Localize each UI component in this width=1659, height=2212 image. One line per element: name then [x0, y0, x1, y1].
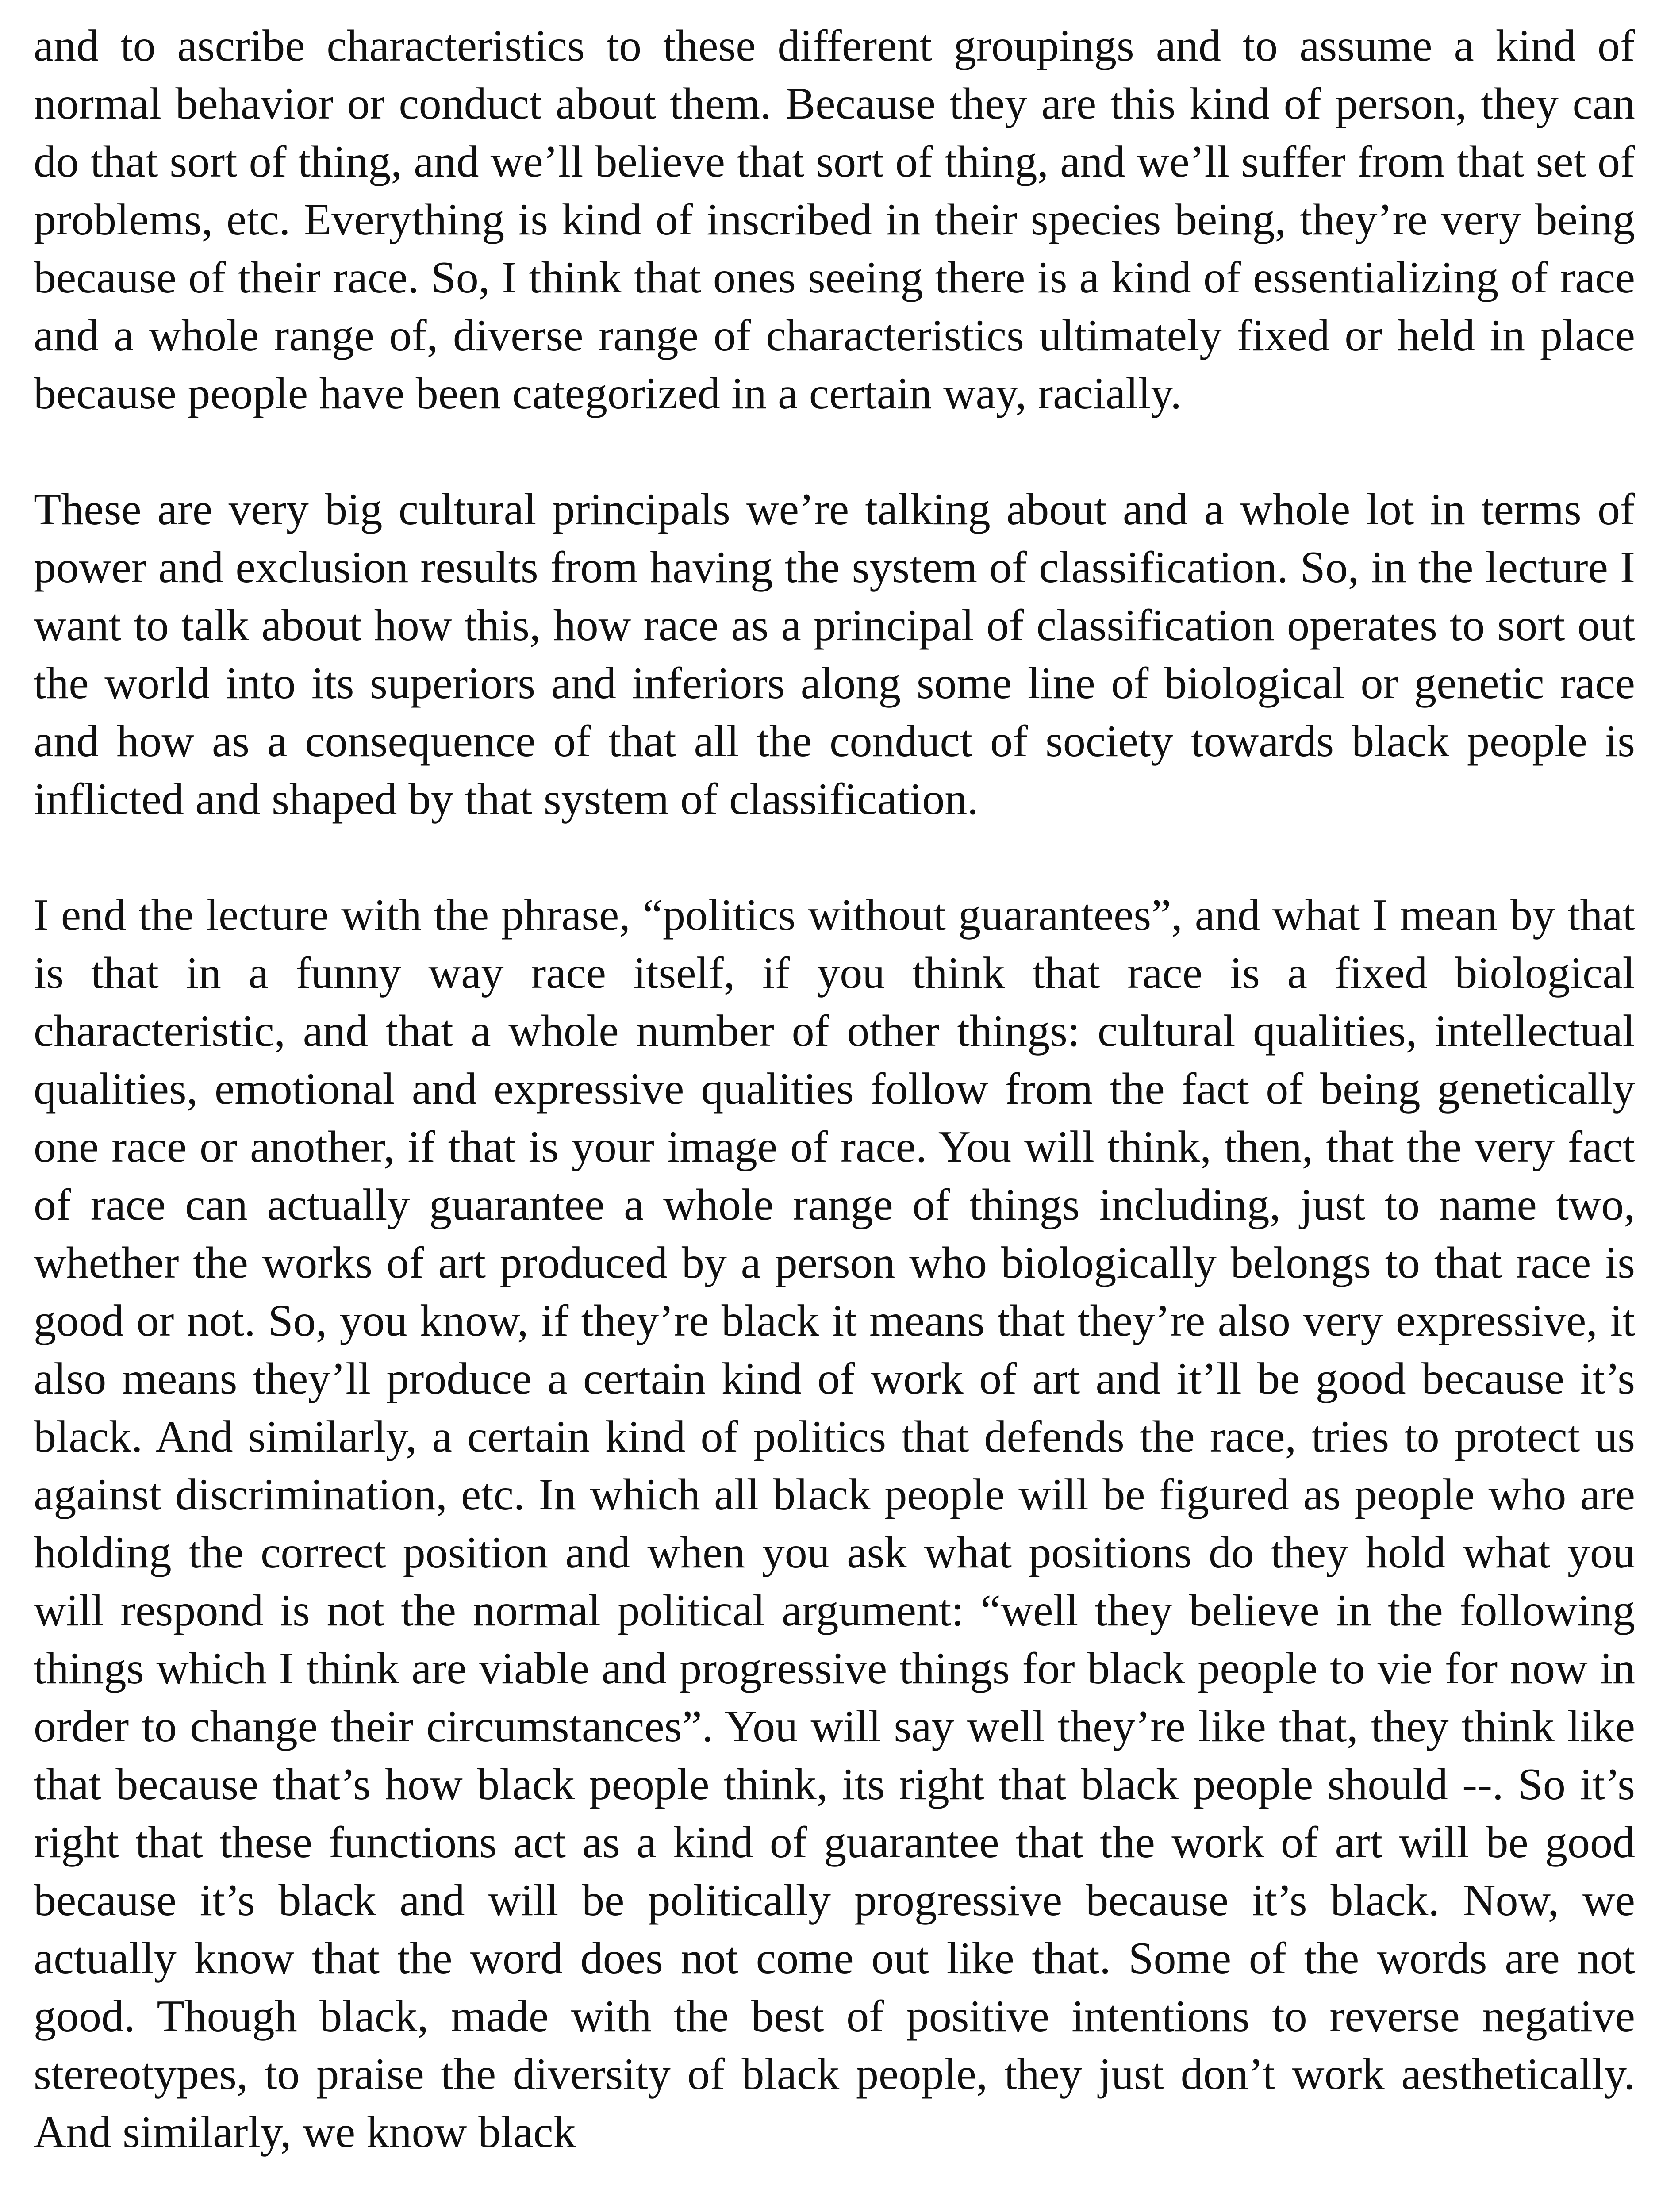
paragraph-3: I end the lecture with the phrase, “politics without guarantees”, and what I mean by that is that in a funny way race itself, if you think that race is a fixed biological characteristic, and that a whole number of other things: cultural qualities, intellectual qualities, emotional and expressive qualities follow from the fact of being genetically one race or another, if that is your image of race. You will think, then, that the very fact of race can actually guarantee a whole range of things including, just to name two, whether the works of art produced by a person who biologically belongs to that race is good or not. So, you know, if they’re black it means that they’re also very expressive, it also means they’ll produce a certain kind of work of art and it’ll be good because it’s black. And similarly, a certain kind of politics that defends the race, tries to protect us against discrimination, etc. In which all black people will be figured as people who are holding the correct position and when you ask what positions do they hold what you will respond is not the normal political argument: “well they believe in the following things which I think are viable and progressive things for black people to vie for now in order to change their circumstances”. You will say well they’re like that, they think like that because that’s how black people think, its right that black people should --. So it’s right that these functions act as a kind of guarantee that the work of art will be good because it’s black and will be politically progressive because it’s black. Now, we actually know that the word does not come out like that. Some of the words are not good. Though black, made with the best of positive intentions to reverse negative stereotypes, to praise the diversity of black people, they just don’t work aesthetically. And similarly, we know black [34, 890, 1635, 2157]
paragraph-2: These are very big cultural principals we’re talking about and a whole lot in terms of power and exclusion results from having the system of classification. So, in the lecture I want to talk about how this, how race as a principal of classification operates to sort out the world into its superiors and inferiors along some line of biological or genetic race and how as a consequence of that all the conduct of society towards black people is inflicted and shaped by that system of classification. [34, 484, 1635, 824]
paragraph-1: and to ascribe characteristics to these different groupings and to assume a kind of normal behavior or conduct about them. Because they are this kind of person, they can do that sort of thing, and we’ll believe that sort of thing, and we’ll suffer from that set of problems, etc. Everything is kind of inscribed in their species being, they’re very being because of their race. So, I think that ones seeing there is a kind of essentializing of race and a whole range of, diverse range of characteristics ultimately fixed or held in place because people have been categorized in a certain way, racially. [34, 21, 1635, 419]
transcript-body [34, 17, 1635, 2161]
